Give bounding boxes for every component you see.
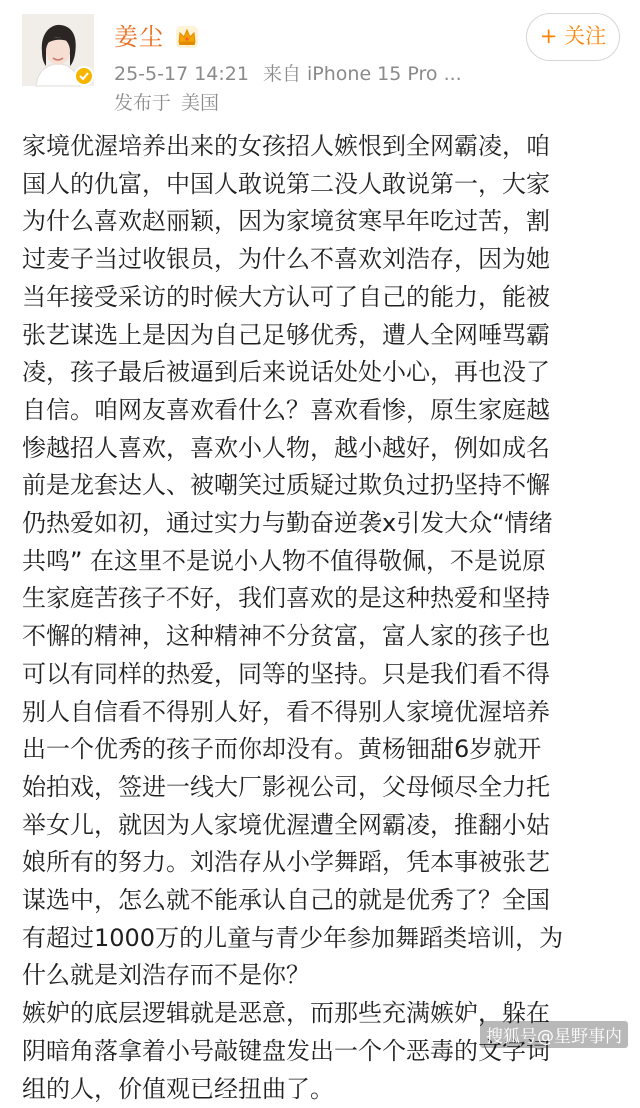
avatar[interactable] <box>22 14 94 86</box>
location-value: 美国 <box>181 92 220 114</box>
location-prefix: 发布于 <box>114 92 172 114</box>
post-meta <box>114 62 462 86</box>
post-text: 家境优渥培养出来的女孩招人嫉恨到全网霸凌，咱 国人的仇富，中国人敢说第二没人敢说第一，大家 为什么喜欢赵丽颖，因为家境贫寒早年吃过苦，割 过麦子当过收银员，为什么不喜欢刘浩存，因为她 当年接受采访的时候大方认可了自己的能力，能被 张艺谋选上是因为自己足够优秀，遭人全网唾骂霸 凌，孩子最后被逼到后来说话处处小心，再也没了 自信。咱网友喜欢看什么？喜欢看惨，原生家庭越 惨越招人喜欢，喜欢小人物，越小越好，例如成名 前是龙套达人、被嘲笑过质疑过欺负过扔坚持不懈 仍热爱如初，通过实力与勤奋逆袭x引发大众“情绪 共鸣” 在这里不是说小人物不值得敬佩，不是说原 生家庭苦孩子不好，我们喜欢的是这种热爱和坚持 不懈的精神，这种精神不分贫富，富人家的孩子也 可以有同样的热爱，同等的坚持。只是我们看不得 别人自信看不得别人好，看不得别人家境优渥培养 出一个优秀的孩子而你却没有。黄杨钿甜6岁就开 始拍戏，签进一线大厂影视公司，父母倾尽全力托 举女儿，就因为人家境优渥遭全网霸凌，推翻小姑 娘所有的努力。刘浩存从小学舞蹈，凭本事被张艺 谋选中，怎么就不能承认自己的就是优秀了？全国 有超过1000万的儿童与青少年参加舞蹈类培训，为 什么就是刘浩存而不是你？ 嫉妒的底层逻辑就是恶意，而那些充满嫉妒，躲在 阴暗角落拿着小号敲键盘发出一个个恶毒的文字词 组的人，价值观已经扭曲了。 <box>22 132 564 1103</box>
post-location <box>114 91 219 115</box>
username[interactable]: 姜尘 <box>114 23 164 51</box>
watermark: 搜狐号@星野事内 <box>480 1021 628 1048</box>
follow-button[interactable]: + 关注 <box>526 13 620 61</box>
post-header <box>0 0 640 125</box>
crown-icon <box>174 24 200 50</box>
post-source[interactable]: 来自 iPhone 15 Pro ... <box>262 63 462 85</box>
verified-badge-icon <box>74 66 94 86</box>
post-timestamp: 25-5-17 14:21 <box>114 63 249 85</box>
